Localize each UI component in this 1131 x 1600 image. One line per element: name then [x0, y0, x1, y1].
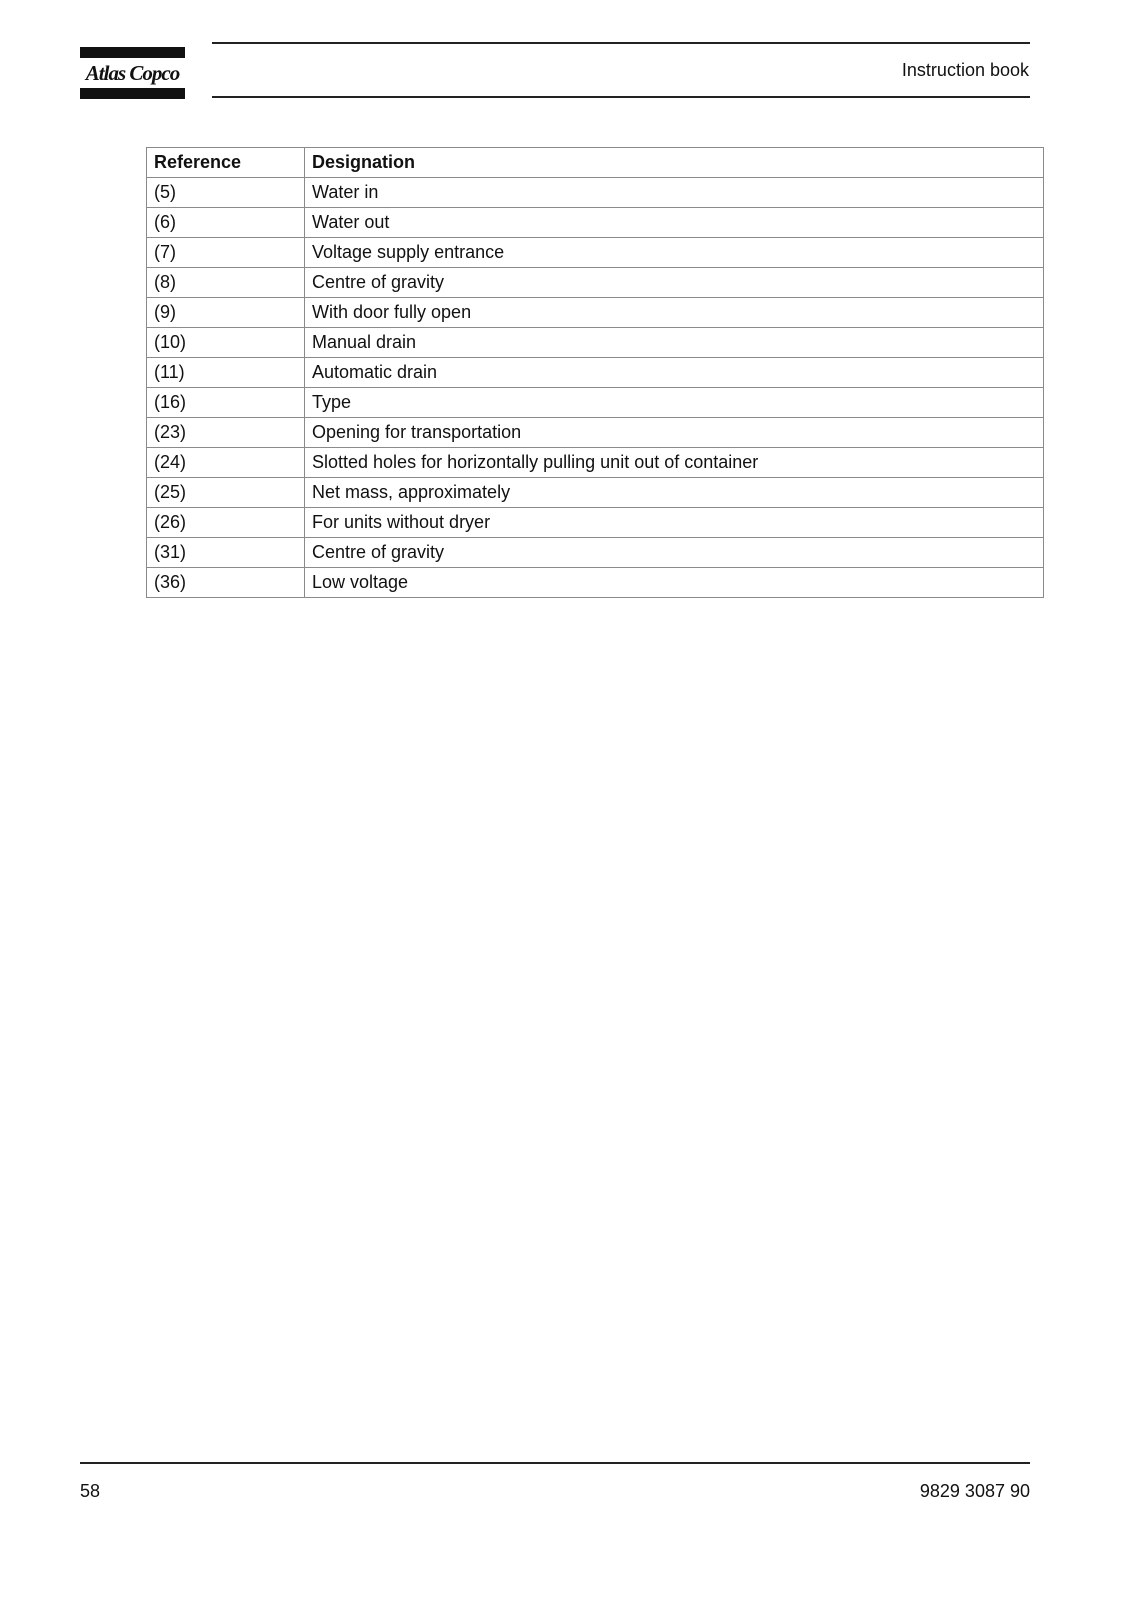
table-row	[147, 388, 1044, 418]
table-row	[147, 568, 1044, 598]
reference-cell: (25)	[147, 478, 305, 508]
designation-cell: Type	[305, 388, 1044, 418]
table-row	[147, 178, 1044, 208]
reference-cell: (5)	[147, 178, 305, 208]
designation-cell: Voltage supply entrance	[305, 238, 1044, 268]
reference-cell: (31)	[147, 538, 305, 568]
reference-cell: (9)	[147, 298, 305, 328]
reference-cell: (6)	[147, 208, 305, 238]
table-row	[147, 268, 1044, 298]
designation-cell: Low voltage	[305, 568, 1044, 598]
table-row	[147, 538, 1044, 568]
document-number: 9829 3087 90	[919, 1481, 1030, 1501]
table-row	[147, 418, 1044, 448]
table-row	[147, 448, 1044, 478]
designation-cell: Centre of gravity	[305, 268, 1044, 298]
table-row	[147, 208, 1044, 238]
reference-cell: (36)	[147, 568, 305, 598]
designation-cell: Centre of gravity	[305, 538, 1044, 568]
table-header-row	[147, 148, 1044, 178]
designation-cell: Water out	[305, 208, 1044, 238]
table-row	[147, 328, 1044, 358]
logo-bar-top	[80, 47, 185, 58]
column-header-reference: Reference	[147, 148, 305, 178]
reference-cell: (26)	[147, 508, 305, 538]
page-number: 58	[80, 1481, 101, 1501]
designation-cell: Opening for transportation	[305, 418, 1044, 448]
column-header-designation: Designation	[305, 148, 1044, 178]
designation-cell: For units without dryer	[305, 508, 1044, 538]
atlas-copco-logo	[80, 47, 185, 99]
designation-cell: Automatic drain	[305, 358, 1044, 388]
document-title: Instruction book	[901, 60, 1029, 80]
designation-cell: With door fully open	[305, 298, 1044, 328]
reference-cell: (10)	[147, 328, 305, 358]
table-row	[147, 508, 1044, 538]
footer-rule	[80, 1462, 1030, 1464]
designation-cell: Net mass, approximately	[305, 478, 1044, 508]
header-rule-top	[212, 42, 1030, 44]
logo-wordmark: Atlas Copco	[85, 61, 180, 85]
reference-cell: (24)	[147, 448, 305, 478]
designation-cell: Water in	[305, 178, 1044, 208]
reference-table	[146, 147, 1044, 598]
table-row	[147, 478, 1044, 508]
table-row	[147, 358, 1044, 388]
table-row	[147, 238, 1044, 268]
designation-cell: Manual drain	[305, 328, 1044, 358]
logo-bar-bottom	[80, 88, 185, 99]
reference-cell: (8)	[147, 268, 305, 298]
reference-cell: (11)	[147, 358, 305, 388]
header-rule-bottom	[212, 96, 1030, 98]
table-row	[147, 298, 1044, 328]
reference-cell: (23)	[147, 418, 305, 448]
designation-cell: Slotted holes for horizontally pulling unit out of container	[305, 448, 1044, 478]
reference-cell: (16)	[147, 388, 305, 418]
reference-cell: (7)	[147, 238, 305, 268]
